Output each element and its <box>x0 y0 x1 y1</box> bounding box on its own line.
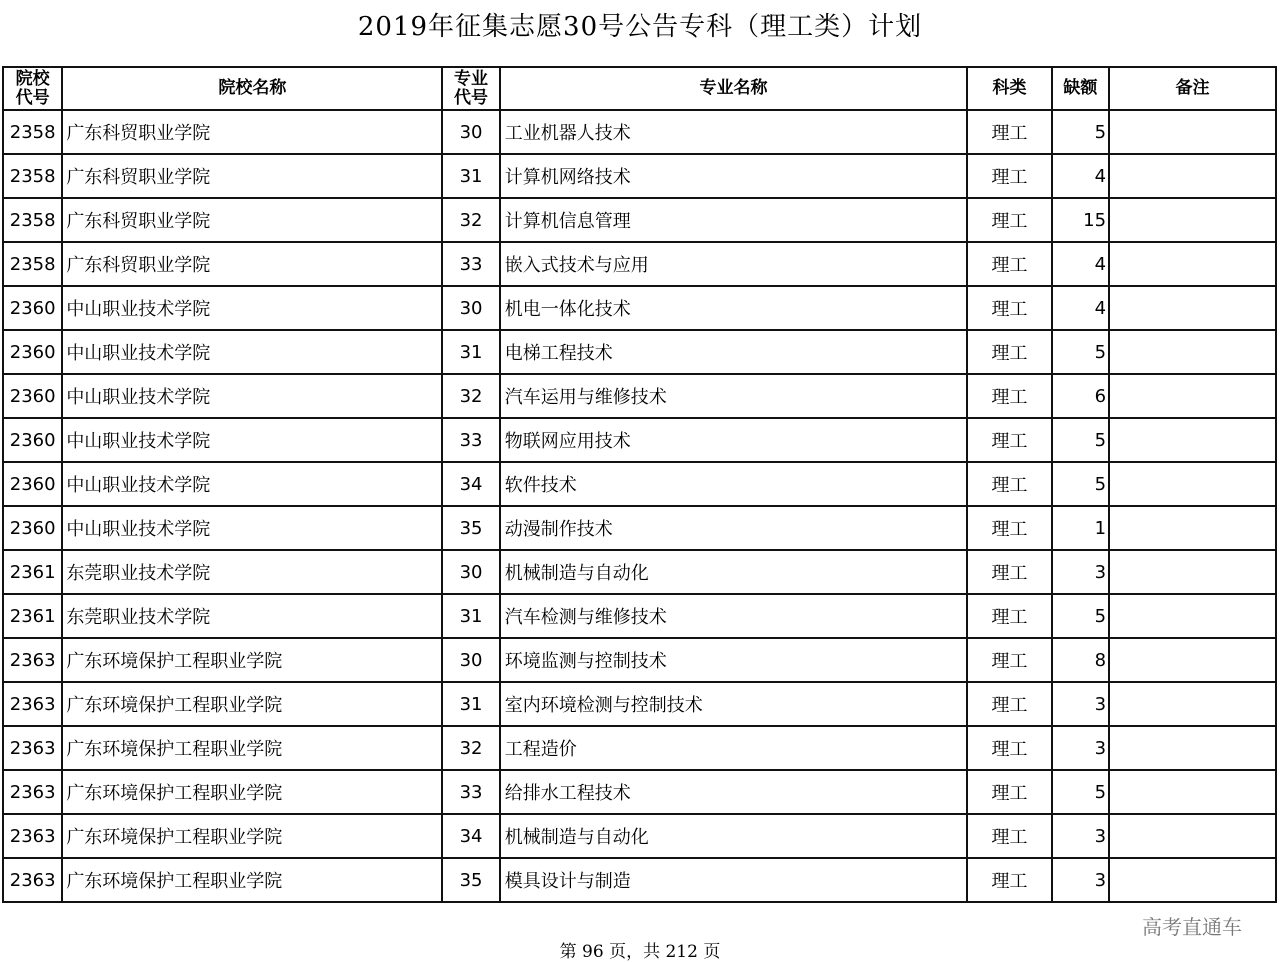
table-row <box>3 330 1276 374</box>
cell-school-code: 2358 <box>3 198 62 242</box>
header-school-code <box>3 67 62 110</box>
cell-school-code: 2360 <box>3 462 62 506</box>
cell-note <box>1109 682 1276 726</box>
cell-category: 理工 <box>967 198 1051 242</box>
cell-major-name: 物联网应用技术 <box>500 418 968 462</box>
cell-school-name: 中山职业技术学院 <box>62 506 442 550</box>
table-body <box>3 110 1276 902</box>
table-row <box>3 198 1276 242</box>
header-line: 代号 <box>15 87 50 108</box>
header-line: 代号 <box>454 87 489 108</box>
cell-note <box>1109 770 1276 814</box>
cell-major-name: 工业机器人技术 <box>500 110 968 154</box>
cell-category: 理工 <box>967 506 1051 550</box>
cell-school-code: 2360 <box>3 330 62 374</box>
cell-quota: 5 <box>1052 594 1109 638</box>
table-row <box>3 286 1276 330</box>
table-row <box>3 506 1276 550</box>
header-category: 科类 <box>967 67 1051 110</box>
table-row <box>3 374 1276 418</box>
cell-major-name: 汽车运用与维修技术 <box>500 374 968 418</box>
cell-major-name: 计算机网络技术 <box>500 154 968 198</box>
cell-note <box>1109 638 1276 682</box>
page-title: 2019年征集志愿30号公告专科（理工类）计划 <box>357 12 923 42</box>
cell-quota: 5 <box>1052 770 1109 814</box>
cell-major-code: 34 <box>442 462 499 506</box>
cell-major-code: 32 <box>442 198 499 242</box>
cell-school-name: 广东科贸职业学院 <box>62 242 442 286</box>
cell-major-code: 31 <box>442 154 499 198</box>
cell-category: 理工 <box>967 154 1051 198</box>
cell-school-code: 2363 <box>3 814 62 858</box>
cell-quota: 5 <box>1052 330 1109 374</box>
cell-major-code: 30 <box>442 110 499 154</box>
cell-school-name: 东莞职业技术学院 <box>62 550 442 594</box>
cell-quota: 3 <box>1052 682 1109 726</box>
cell-category: 理工 <box>967 638 1051 682</box>
cell-category: 理工 <box>967 330 1051 374</box>
cell-major-code: 35 <box>442 506 499 550</box>
cell-note <box>1109 550 1276 594</box>
cell-major-name: 机械制造与自动化 <box>500 550 968 594</box>
cell-major-name: 软件技术 <box>500 462 968 506</box>
cell-school-name: 广东科贸职业学院 <box>62 110 442 154</box>
cell-quota: 4 <box>1052 242 1109 286</box>
cell-quota: 3 <box>1052 814 1109 858</box>
watermark-text: 高考直通车 <box>1142 915 1242 939</box>
cell-school-name: 广东环境保护工程职业学院 <box>62 814 442 858</box>
table-row <box>3 682 1276 726</box>
cell-school-code: 2358 <box>3 242 62 286</box>
table-row <box>3 858 1276 902</box>
cell-major-code: 30 <box>442 286 499 330</box>
cell-category: 理工 <box>967 770 1051 814</box>
cell-school-code: 2363 <box>3 770 62 814</box>
cell-school-code: 2363 <box>3 858 62 902</box>
cell-category: 理工 <box>967 550 1051 594</box>
cell-school-name: 广东环境保护工程职业学院 <box>62 858 442 902</box>
cell-note <box>1109 418 1276 462</box>
header-note: 备注 <box>1109 67 1276 110</box>
table-row <box>3 418 1276 462</box>
cell-category: 理工 <box>967 462 1051 506</box>
cell-school-name: 中山职业技术学院 <box>62 330 442 374</box>
cell-note <box>1109 462 1276 506</box>
cell-quota: 3 <box>1052 858 1109 902</box>
cell-category: 理工 <box>967 242 1051 286</box>
cell-major-code: 34 <box>442 814 499 858</box>
cell-school-code: 2363 <box>3 638 62 682</box>
cell-note <box>1109 154 1276 198</box>
cell-quota: 4 <box>1052 154 1109 198</box>
cell-school-name: 中山职业技术学院 <box>62 462 442 506</box>
cell-school-code: 2360 <box>3 374 62 418</box>
cell-note <box>1109 726 1276 770</box>
cell-school-code: 2361 <box>3 594 62 638</box>
table-row <box>3 462 1276 506</box>
cell-major-code: 31 <box>442 594 499 638</box>
table-row <box>3 242 1276 286</box>
cell-school-code: 2361 <box>3 550 62 594</box>
cell-school-code: 2358 <box>3 110 62 154</box>
table-header-row <box>3 67 1276 110</box>
table-row <box>3 110 1276 154</box>
cell-major-code: 31 <box>442 682 499 726</box>
cell-quota: 4 <box>1052 286 1109 330</box>
cell-school-name: 广东科贸职业学院 <box>62 198 442 242</box>
cell-school-code: 2360 <box>3 418 62 462</box>
page-footer: 第 96 页，共 212 页 <box>559 942 721 962</box>
cell-quota: 5 <box>1052 462 1109 506</box>
cell-school-name: 广东环境保护工程职业学院 <box>62 726 442 770</box>
cell-school-code: 2360 <box>3 286 62 330</box>
cell-major-name: 模具设计与制造 <box>500 858 968 902</box>
cell-note <box>1109 506 1276 550</box>
table-row <box>3 638 1276 682</box>
table-row <box>3 814 1276 858</box>
cell-note <box>1109 242 1276 286</box>
cell-major-name: 嵌入式技术与应用 <box>500 242 968 286</box>
header-line: 院校 <box>15 68 50 89</box>
cell-major-name: 汽车检测与维修技术 <box>500 594 968 638</box>
cell-quota: 3 <box>1052 726 1109 770</box>
cell-major-code: 33 <box>442 418 499 462</box>
cell-category: 理工 <box>967 374 1051 418</box>
cell-major-name: 工程造价 <box>500 726 968 770</box>
cell-major-code: 31 <box>442 330 499 374</box>
cell-note <box>1109 198 1276 242</box>
cell-quota: 3 <box>1052 550 1109 594</box>
table-row <box>3 550 1276 594</box>
cell-quota: 6 <box>1052 374 1109 418</box>
cell-category: 理工 <box>967 682 1051 726</box>
cell-category: 理工 <box>967 110 1051 154</box>
cell-category: 理工 <box>967 814 1051 858</box>
cell-note <box>1109 858 1276 902</box>
cell-note <box>1109 110 1276 154</box>
cell-major-name: 电梯工程技术 <box>500 330 968 374</box>
table-row <box>3 770 1276 814</box>
cell-quota: 1 <box>1052 506 1109 550</box>
cell-major-name: 机电一体化技术 <box>500 286 968 330</box>
cell-major-name: 环境监测与控制技术 <box>500 638 968 682</box>
cell-school-code: 2360 <box>3 506 62 550</box>
cell-major-name: 计算机信息管理 <box>500 198 968 242</box>
cell-category: 理工 <box>967 726 1051 770</box>
cell-quota: 5 <box>1052 418 1109 462</box>
cell-school-name: 东莞职业技术学院 <box>62 594 442 638</box>
cell-quota: 8 <box>1052 638 1109 682</box>
cell-major-code: 30 <box>442 550 499 594</box>
cell-school-code: 2363 <box>3 682 62 726</box>
cell-major-code: 35 <box>442 858 499 902</box>
cell-school-name: 广东环境保护工程职业学院 <box>62 682 442 726</box>
header-line: 专业 <box>454 68 489 89</box>
cell-major-name: 动漫制作技术 <box>500 506 968 550</box>
cell-category: 理工 <box>967 418 1051 462</box>
cell-category: 理工 <box>967 858 1051 902</box>
table-row <box>3 726 1276 770</box>
cell-major-code: 33 <box>442 770 499 814</box>
cell-school-name: 广东环境保护工程职业学院 <box>62 638 442 682</box>
cell-note <box>1109 594 1276 638</box>
cell-major-code: 30 <box>442 638 499 682</box>
cell-quota: 15 <box>1052 198 1109 242</box>
cell-major-code: 32 <box>442 374 499 418</box>
cell-major-name: 室内环境检测与控制技术 <box>500 682 968 726</box>
header-school-name: 院校名称 <box>62 67 442 110</box>
cell-note <box>1109 374 1276 418</box>
cell-major-name: 给排水工程技术 <box>500 770 968 814</box>
cell-major-name: 机械制造与自动化 <box>500 814 968 858</box>
header-major-name: 专业名称 <box>500 67 968 110</box>
cell-school-name: 中山职业技术学院 <box>62 286 442 330</box>
cell-category: 理工 <box>967 286 1051 330</box>
plan-table <box>2 66 1277 903</box>
header-major-code <box>442 67 499 110</box>
cell-category: 理工 <box>967 594 1051 638</box>
cell-major-code: 33 <box>442 242 499 286</box>
cell-note <box>1109 814 1276 858</box>
cell-school-name: 中山职业技术学院 <box>62 374 442 418</box>
cell-quota: 5 <box>1052 110 1109 154</box>
header-quota: 缺额 <box>1052 67 1109 110</box>
cell-major-code: 32 <box>442 726 499 770</box>
cell-note <box>1109 330 1276 374</box>
cell-school-name: 广东科贸职业学院 <box>62 154 442 198</box>
cell-school-name: 中山职业技术学院 <box>62 418 442 462</box>
table-row <box>3 594 1276 638</box>
cell-school-name: 广东环境保护工程职业学院 <box>62 770 442 814</box>
table-row <box>3 154 1276 198</box>
cell-note <box>1109 286 1276 330</box>
cell-school-code: 2358 <box>3 154 62 198</box>
cell-school-code: 2363 <box>3 726 62 770</box>
